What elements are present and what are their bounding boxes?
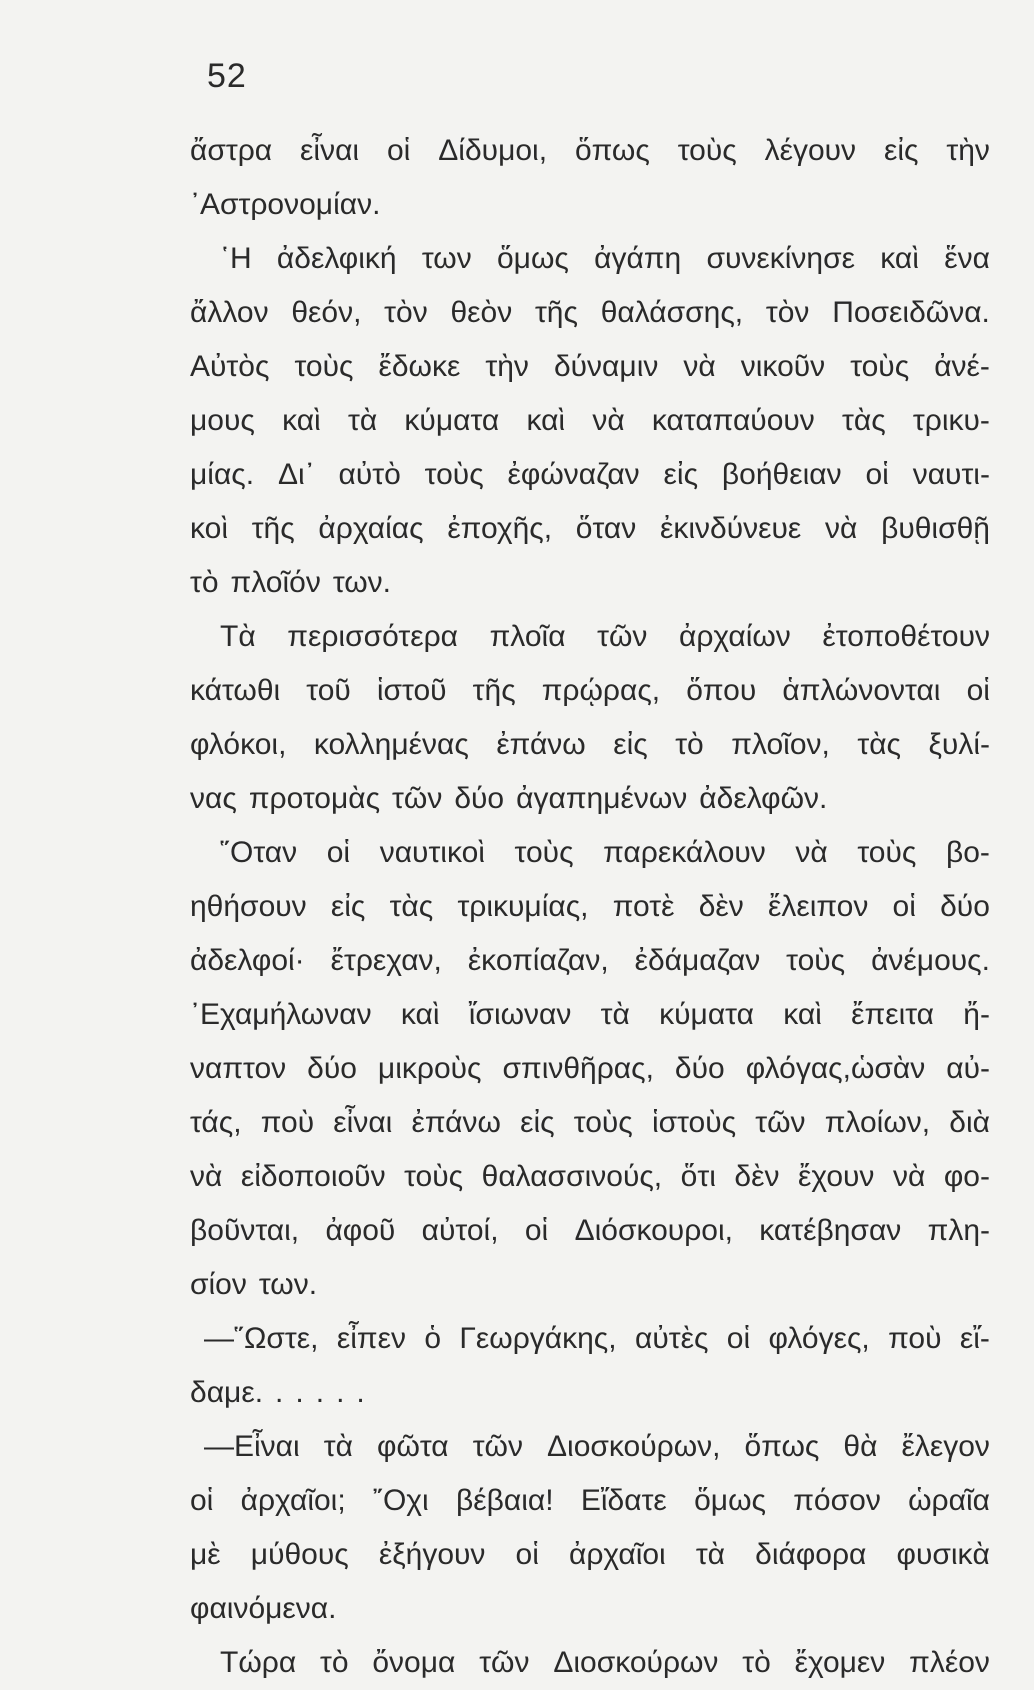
word: ἔλεγον [901,1430,990,1463]
word: τοὺς [424,458,484,491]
word: ἁπλώνονται [782,674,941,707]
word: —Εἶναι [204,1430,300,1463]
word: τὰ [347,404,378,437]
word: μικροὺς [377,1052,482,1085]
word: τῶν [472,1430,523,1463]
word: δύο [674,1052,725,1085]
word: ηθήσουν [190,890,307,923]
word: εἰς [520,1106,555,1139]
text-line [190,1420,990,1474]
word: ἀρχαίων [679,620,791,653]
word: ὅπου [686,674,757,707]
word: καὶ [400,998,440,1031]
word: δύο [307,1052,357,1085]
word: θεόν, [291,296,362,329]
word: ἐφώναζαν [507,458,640,491]
word: οἱ [865,458,889,491]
word: πλέον [909,1646,990,1679]
word: ἱστοῦ [376,674,447,707]
word: προτομὰς [248,782,381,815]
word: ἔλειπον [767,890,869,923]
word: Τώρα [220,1646,297,1679]
word: . [295,1376,304,1409]
word: νὰ [190,1160,223,1193]
word: ἔχουν [798,1160,875,1193]
word: κύματα [404,404,500,437]
word: θαλάσσης, [600,296,744,329]
word: πλη- [927,1214,990,1247]
word: . [336,1376,345,1409]
word: οἱ [515,1538,539,1571]
word: περισσότερα [287,620,458,653]
word: τοὺς [857,836,917,869]
word: αὐ- [946,1052,990,1085]
word: τὰς [857,728,901,761]
word: ῎Οχι [372,1484,429,1517]
word: κάτωθι [190,674,281,707]
text-line [190,286,990,340]
word: πλοίων, [824,1106,931,1139]
word: ναυτικοὶ [379,836,485,869]
word: τρικυμίας, [457,890,589,923]
text-line [190,1366,990,1420]
word: τὰς [389,890,434,923]
word: ῞Οταν [220,836,298,869]
word: εἰς [883,134,919,167]
text-line [190,772,990,826]
word: διάφορα [755,1538,867,1571]
word: ὅτι [680,1160,716,1193]
word: ἀγαπημένων [516,782,688,815]
word: ἴσιωναν [468,998,572,1031]
word: Διοσκούρων [553,1646,719,1679]
word: πλοῖόν [230,566,321,599]
word: ἕνα [944,242,990,275]
word: Ποσειδῶνα. [832,296,990,329]
word: οἱ [190,1484,214,1517]
word: αὐτὸ [338,458,401,491]
word: τὸ [742,1646,771,1679]
word: ὄνομα [372,1646,456,1679]
word: φο- [943,1160,990,1193]
word: ὅπως [744,1430,820,1463]
word: τοὺς [404,1160,464,1193]
text-line [190,1312,990,1366]
word: οἱ [966,674,990,707]
word: Γεωργάκης, [459,1322,617,1355]
word: ναπτον [190,1052,287,1085]
word: μίας. [190,458,255,491]
word: θὰ [843,1430,878,1463]
word: οἱ [387,134,411,167]
word: ὅταν [575,512,637,545]
text-line [190,664,990,718]
word: πόσον [793,1484,881,1517]
word: δαμε. [190,1376,264,1409]
word: ἀρχαῖοι [569,1538,666,1571]
word: τοὺς [573,1106,633,1139]
word: οἱ [326,836,351,869]
word: τοῦ [306,674,351,707]
word: ἐκινδύνευε [659,512,802,545]
word: ἐτοποθέτουν [822,620,990,653]
word: συνεκίνησε [706,242,856,275]
word: τὸ [675,728,704,761]
word: καὶ [880,242,919,275]
text-line [190,232,990,286]
word: νὰ [892,1160,926,1193]
word: θαλασσινούς, [481,1160,663,1193]
text-line [190,988,990,1042]
text-line [190,610,990,664]
word: ἀρχαῖοι; [240,1484,346,1517]
word: φαινόμενα. [190,1592,337,1625]
word: ἀνέμους. [871,944,990,977]
word: σπινθῆρας, [502,1052,654,1085]
word: νὰ [683,350,716,383]
text-line [190,340,990,394]
word: ἔτρεχαν, [330,944,442,977]
word: ἔδωκε [378,350,461,383]
word: τὴν [485,350,529,383]
word: . [356,1376,365,1409]
text-line [190,1204,990,1258]
word: βοῦνται, [190,1214,300,1247]
word: τῶν [755,1106,806,1139]
text-line [190,556,990,610]
word: νας [190,782,237,815]
word: Εἴδατε [580,1484,667,1517]
word: λέγουν [764,134,857,167]
word: ἐπάνω [496,728,586,761]
word: εἶπεν [336,1322,406,1355]
word: τὸ [320,1646,349,1679]
text-line [190,1096,990,1150]
word: τὸν [765,296,810,329]
word: φλόκοι, [190,728,287,761]
word: τὴν [946,134,990,167]
word: τῶν [597,620,648,653]
word: τοὺς [677,134,737,167]
text-line [190,502,990,556]
word: ὁ [424,1322,442,1355]
word: νὰ [795,836,828,869]
word: ᾿Αστρονομίαν. [190,188,381,221]
text-line [190,448,990,502]
word: ἐκοπίαζαν, [467,944,609,977]
word: θεὸν [450,296,513,329]
word: ὅμως [694,1484,766,1517]
word: μους [190,404,255,437]
word: τοὺς [850,350,910,383]
word: . [275,1376,284,1409]
word: οἱ [524,1214,549,1247]
text-line [190,1636,990,1690]
word: εἴ- [959,1322,990,1355]
word: καὶ [783,998,822,1031]
word: μύθους [250,1538,349,1571]
word: εἶναι [333,1106,393,1139]
word: κατέβησαν [759,1214,902,1247]
text-line [190,826,990,880]
word: —῞Ωστε, [204,1322,319,1355]
word: Διόσκουροι, [574,1214,733,1247]
text-line [190,178,990,232]
word: τὰ [695,1538,726,1571]
word: ἄστρα [190,134,273,167]
word: ὡραῖα [908,1484,990,1517]
word: τρικυ- [912,404,990,437]
word: ἐδάμαζαν [634,944,761,977]
word: τὰς [842,404,886,437]
word: παρεκάλουν [603,836,766,869]
word: ξυλί- [928,728,990,761]
text-line [190,718,990,772]
text-line [190,394,990,448]
page-number: 52 [207,57,247,95]
word: αὐτὲς [634,1322,709,1355]
text-line [190,1042,990,1096]
word: εἶναι [300,134,360,167]
word: οἱ [892,890,916,923]
word: τὰ [323,1430,353,1463]
word: ἄλλον [190,296,269,329]
text-line [190,1474,990,1528]
word: κοὶ [190,512,228,545]
word: Τὰ [220,620,256,653]
word: ἀδελφῶν. [699,782,828,815]
text-line [190,1528,990,1582]
word: ἔπειτα [851,998,935,1031]
word: Αὐτὸς [190,350,270,383]
word: κολλημένας [313,728,469,761]
word: εἰς [663,458,699,491]
word: τῆς [251,512,295,545]
word: ἱστοὺς [651,1106,737,1139]
word: φυσικὰ [896,1538,990,1571]
word: νὰ [592,404,625,437]
word: ᾿Εχαμήλωναν [190,998,372,1031]
word: τὸ [190,566,219,599]
word: δύο [940,890,990,923]
text-line [190,1150,990,1204]
word: ἀδελφοί· [190,944,305,977]
word: καταπαύουν [651,404,815,437]
word: πρῴρας, [541,674,661,707]
word: νὰ [825,512,858,545]
word: καὶ [282,404,321,437]
word: μὲ [190,1538,221,1571]
word: νικοῦν [740,350,826,383]
word: πλοῖον, [731,728,830,761]
word: ποτὲ [612,890,675,923]
word: φλόγας,ὡσὰν [745,1052,926,1085]
word: δὲν [698,890,744,923]
word: βυθισθῇ [881,512,990,545]
word: καὶ [526,404,566,437]
text-line [190,124,990,178]
word: εἰς [613,728,648,761]
word: κύματα [659,998,754,1031]
word: ἤ- [963,998,990,1031]
word: των. [258,1268,318,1301]
word: ἀδελφική [276,242,397,275]
word: τὰ [600,998,630,1031]
word: ὅμως [497,242,569,275]
word: τάς, [190,1106,242,1139]
word: ἐξήγουν [378,1538,486,1571]
word: δύναμιν [553,350,659,383]
word: σίον [190,1268,247,1301]
text-line [190,934,990,988]
word: ναυτι- [912,458,990,491]
word: ποὺ [888,1322,942,1355]
word: τῆς [534,296,578,329]
word: φῶτα [376,1430,449,1463]
text-line [190,1258,990,1312]
word: πλοῖα [489,620,566,653]
text-line [190,880,990,934]
word: δὲν [734,1160,780,1193]
word: φλόγες, [768,1322,870,1355]
word: τῶν [479,1646,530,1679]
word: των [421,242,472,275]
word: τῆς [472,674,516,707]
word: ἀφοῦ [325,1214,396,1247]
word: ῾Η [220,242,252,275]
word: ἐπάνω [411,1106,501,1139]
word: βέβαια! [456,1484,554,1517]
word: τῶν [392,782,443,815]
body-text [190,124,990,1690]
word: βοήθειαν [721,458,842,491]
word: αὐτοί, [421,1214,499,1247]
word: Δίδυμοι, [438,134,548,167]
text-line [190,1582,990,1636]
word: ἀρχαίας [318,512,424,545]
word: ποὺ [260,1106,315,1139]
word: ὅπως [574,134,650,167]
word: τὸν [384,296,428,329]
word: διὰ [949,1106,990,1139]
word: ἔχομεν [794,1646,886,1679]
word: ἐποχῆς, [447,512,553,545]
word: . [315,1376,325,1409]
word: οἱ [726,1322,751,1355]
word: βο- [945,836,990,869]
word: εἰδοποιοῦν [240,1160,386,1193]
word: Διοσκούρων, [547,1430,721,1463]
word: τοὺς [786,944,846,977]
word: τοὺς [294,350,354,383]
word: εἰς [330,890,366,923]
word: ἀνέ- [934,350,990,383]
word: δύο [454,782,505,815]
word: τοὺς [514,836,574,869]
word: των. [332,566,392,599]
word: ἀγάπη [594,242,682,275]
word: Δι᾿ [277,458,315,491]
